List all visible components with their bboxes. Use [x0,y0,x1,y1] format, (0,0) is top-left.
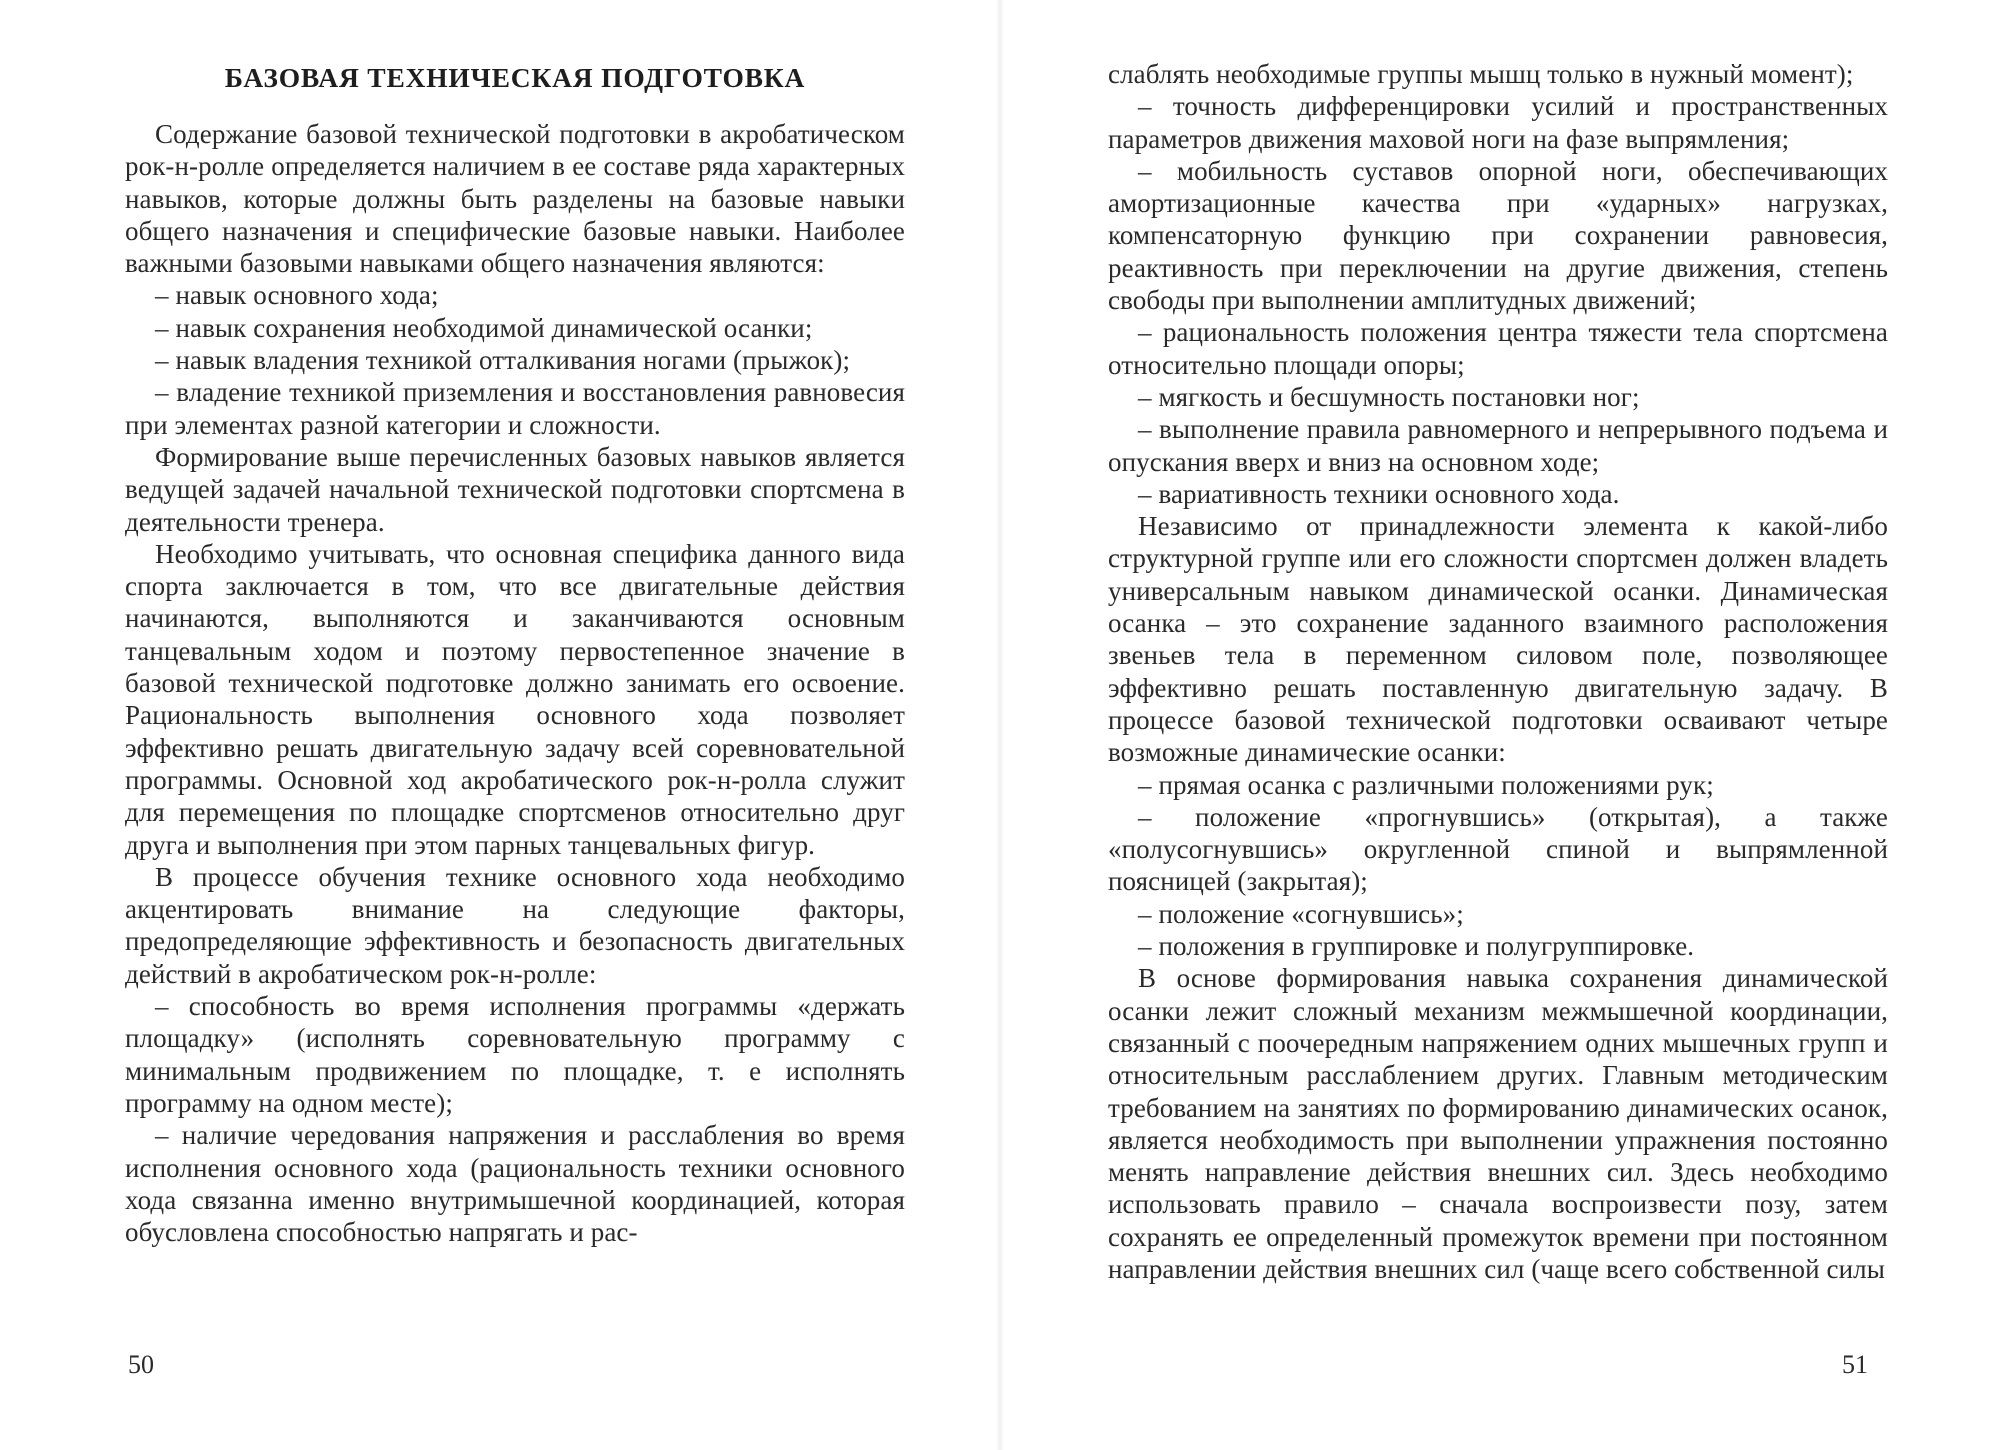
list-item: – навык основного хода; [155,280,439,311]
paragraph: Содержание базовой технической подготовки в акробатическом рок-н-ролле определяется наличием в ее составе ряда характерных навыков, которые должны быть разделены на базовые навыки общего назначения и специфические базовые навыки. Наиболее важными базовыми навыками общего назначения являются: [125,119,905,279]
paragraph: В основе формирования навыка сохранения динамической осанки лежит сложный механизм межмышечной координации, связанный с поочередным напряжением одних мышечных групп и относительным расслаблением других. Главным методическим требованием на занятиях по формированию динамических осанок, является необходимость при выполнении упражнения постоянно менять направление действия внешних сил. Здесь необходимо использовать правило – сначала воспроизвести позу, затем сохранять ее определенный промежуток времени при постоянном направлении действия внешних сил (чаще всего собственной силы [1108,963,1888,1284]
left-page-text [125,118,905,1248]
right-page [1000,0,2000,1450]
list-item: – способность во время исполнения программы «держать площадку» (исполнять соревновательную программу с минимальным продвижением по площадке, т. е исполнять программу на одном месте); [125,991,905,1118]
page-number-left: 50 [128,1350,154,1379]
list-item: – навык владения техникой отталкивания ногами (прыжок); [155,345,851,376]
page-number-right: 51 [1842,1350,1868,1379]
list-item: – положения в группировке и полугруппировке. [1138,931,1695,962]
paragraph-continuation: слаблять необходимые группы мышц только в нужный момент); [1108,59,1854,89]
list-item: – навык сохранения необходимой динамической осанки; [155,312,813,343]
list-item: – наличие чередования напряжения и расслабления во время исполнения основного хода (рациональность техники основного хода связанна именно внутримышечной координацией, которая обусловлена способностью напрягать и рас- [125,1120,905,1248]
list-item: – точность дифференцировки усилий и пространственных параметров движения маховой ноги на фазе выпрямления; [1108,91,1888,154]
list-item: – выполнение правила равномерного и непрерывного подъема и опускания вверх и вниз на основном ходе; [1108,414,1888,477]
list-item: – владение техникой приземления и восстановления равновесия при элементах разной категории и сложности. [125,377,905,440]
page-title: БАЗОВАЯ ТЕХНИЧЕСКАЯ ПОДГОТОВКА [224,62,806,93]
paragraph: Независимо от принадлежности элемента к какой-либо структурной группе или его сложности спортсмен должен владеть универсальным навыком динамической осанки. Динамическая осанка – это сохранение заданного взаимного расположения звеньев тела в переменном силовом поле, позволяющее эффективно решать поставленную двигательную задачу. В процессе базовой технической подготовки осваивают четыре возможные динамические осанки: [1108,511,1888,768]
list-item: – мягкость и бесшумность постановки ног; [1138,381,1640,412]
list-item: – рациональность положения центра тяжести тела спортсмена относительно площади опоры; [1108,317,1888,380]
list-item: – положение «прогнувшись» (открытая), а также «полусогнувшись» округленной спиной и выпрямленной поясницей (закрытая); [1108,801,1888,897]
list-item: – прямая осанка с различными положениями рук; [1138,769,1714,800]
list-item: – мобильность суставов опорной ноги, обеспечивающих амортизационные качества при «ударных» нагрузках, компенсаторную функцию при сохранении равновесия, реактивность при переключении на другие движения, степень свободы при выполнении амплитудных движений; [1108,155,1888,316]
list-item: – вариативность техники основного хода. [1138,478,1620,509]
paragraph: Формирование выше перечисленных базовых навыков является ведущей задачей начальной технической подготовки спортсмена в деятельности тренера. [125,441,905,537]
paragraph: Необходимо учитывать, что основная специфика данного вида спорта заключается в том, что все двигательные действия начинаются, выполняются и заканчиваются основным танцевальным ходом и поэтому первостепенное значение в базовой технической подготовке должно занимать его освоение. Рациональность выполнения основного хода позволяет эффективно решать двигательную задачу всей соревновательной программы. Основной ход акробатического рок-н-ролла служит для перемещения по площадке спортсменов относительно друг друга и выполнения при этом парных танцевальных фигур. [125,538,905,860]
paragraph: В процессе обучения технике основного хода необходимо акцентировать внимание на следующие факторы, предопределяющие эффективность и безопасность двигательных действий в акробатическом рок-н-ролле: [125,861,905,989]
list-item: – положение «согнувшись»; [1138,898,1464,929]
right-page-text [1108,58,1888,1285]
